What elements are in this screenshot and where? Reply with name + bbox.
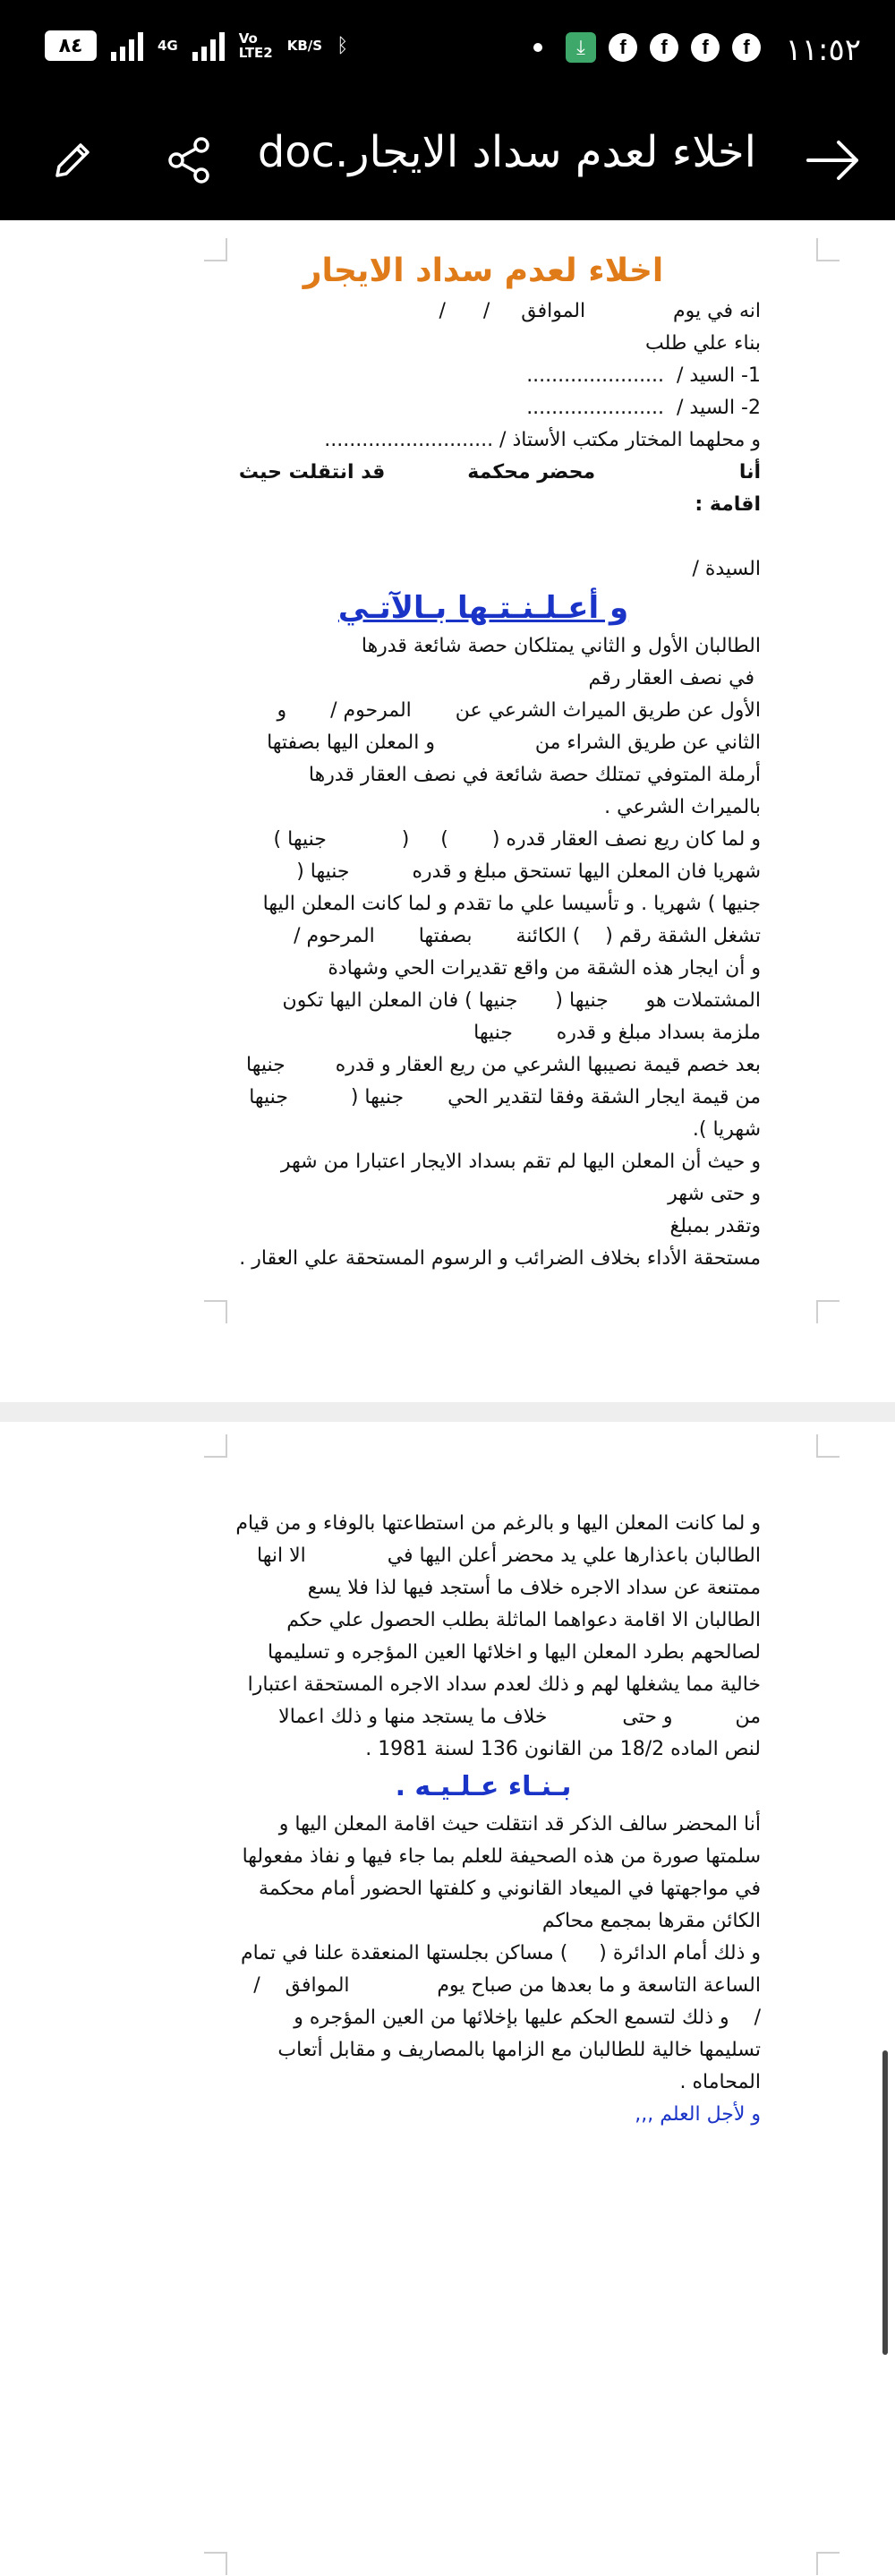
- battery-level: ٨٤: [58, 34, 83, 57]
- doc-line: أنا محضر محكمة قد انتقلت حيث: [238, 461, 761, 484]
- edit-button[interactable]: [41, 129, 104, 192]
- doc-line: في نصف العقار رقم: [588, 667, 761, 689]
- signal-strength-2-icon: [192, 30, 225, 61]
- doc-line: بناء علي طلب: [645, 332, 761, 355]
- status-bar: [0, 0, 895, 100]
- doc-line: من و حتى خلاف ما يستجد منها و ذلك اعمالا: [278, 1706, 761, 1728]
- doc-line: اقامة :: [695, 493, 761, 516]
- page2-content: [206, 1508, 761, 2131]
- doc-line: مستحقة الأداء بخلاف الضرائب و الرسوم المستحقة علي العقار .: [239, 1247, 761, 1270]
- more-notifications-dot-icon: [533, 43, 542, 52]
- doc-line: الطالبان الأول و الثاني يمتلكان حصة شائعة قدرها: [361, 635, 761, 657]
- share-button[interactable]: [158, 129, 220, 192]
- doc-line: لنص الماده 18/2 من القانون 136 لسنة 1981 .: [365, 1738, 761, 1760]
- doc-line: الكائن مقرها بمجمع محاكم: [541, 1910, 761, 1932]
- doc-line: أرملة المتوفي تمتلك حصة شائعة في نصف العقار قدرها: [308, 764, 761, 786]
- facebook-icon: f: [691, 33, 720, 62]
- edit-pencil-icon: [50, 138, 95, 183]
- doc-line: سلمتها صورة من هذه الصحيفة للعلم بما جاء فيها و نفاذ مفعولها: [242, 1845, 761, 1868]
- document-page-2: [0, 1422, 895, 2576]
- doc-line: الثاني عن طريق الشراء من و المعلن اليها بصفتها: [267, 732, 761, 754]
- doc-line: شهريا فان المعلن اليها تستحق مبلغ و قدره جنيها (: [296, 860, 761, 883]
- doc-line: و حيث أن المعلن اليها لم تقم بسداد الايجار اعتبارا من شهر: [280, 1151, 761, 1173]
- doc-line: المحاماه .: [679, 2071, 761, 2093]
- facebook-icon: f: [732, 33, 761, 62]
- volte-label: Vo LTE2: [238, 30, 273, 61]
- doc-line: و محلهما المختار مكتب الأستاذ / ...........................: [324, 429, 761, 451]
- closing-line: و لأجل العلم ,,,: [635, 2103, 761, 2126]
- facebook-icon: f: [650, 33, 678, 62]
- notification-icons: [533, 32, 761, 63]
- doc-line: من قيمة ايجار الشقة وفقا لتقدير الحي جنيها ( جنيها: [249, 1086, 761, 1108]
- app-bar: [0, 100, 895, 220]
- doc-line: تشغل الشقة رقم ( ) الكائنة بصفتها المرحوم /: [294, 925, 761, 947]
- doc-line: و أن ايجار هذه الشقة من واقع تقديرات الحي وشهادة: [328, 957, 761, 980]
- status-left-group: [45, 30, 348, 61]
- doc-line: السيدة /: [692, 558, 761, 580]
- doc-line: تسليمها خالية للطالبان مع الزامها بالمصاريف و مقابل أتعاب: [277, 2039, 761, 2061]
- doc-line: الأول عن طريق الميراث الشرعي عن المرحوم / و: [277, 699, 761, 722]
- doc-line: بالميراث الشرعي .: [604, 796, 761, 818]
- signal-strength-icon: [111, 30, 143, 61]
- back-button[interactable]: [802, 129, 865, 192]
- doc-line: و لما كان ريع نصف العقار قدره ( ) ( جنيها ): [273, 828, 761, 851]
- doc-line: و ذلك أمام الدائرة ( ) مساكن بجلستها المنعقدة علنا في تمام: [240, 1942, 761, 1964]
- doc-line: بعد خصم قيمة نصيبها الشرعي من ريع العقار و قدره جنيها: [246, 1054, 761, 1076]
- doc-line: [206, 521, 761, 553]
- doc-line: / و ذلك لتسمع الحكم عليها بإخلائها من العين المؤجره و: [294, 2007, 761, 2029]
- doc-line: الطالبان الا اقامة دعواهما الماثلة بطلب الحصول علي حكم: [286, 1609, 761, 1631]
- doc-line: المشتملات هو جنيها ( جنيها ) فان المعلن اليها تكون: [282, 989, 761, 1012]
- doc-line: ممتنعة عن سداد الاجره خلاف ما أستجد فيها لذا فلا يسع: [307, 1577, 761, 1599]
- download-icon: ⤓: [566, 32, 596, 63]
- section-heading-based-on: بـنـاء عـلـيـه .: [395, 1771, 572, 1802]
- speed-unit-label: KB/S: [286, 38, 323, 54]
- doc-line: ملزمة بسداد مبلغ و قدره جنيها: [473, 1022, 761, 1044]
- share-icon: [164, 135, 214, 185]
- document-title: اخلاء لعدم سداد الايجار.doc: [257, 127, 756, 177]
- doc-line: في مواجهتها في الميعاد القانوني و كلفتها الحضور أمام محكمة: [259, 1878, 761, 1900]
- doc-line: أنا المحضر سالف الذكر قد انتقلت حيث اقامة المعلن اليها و: [278, 1813, 761, 1836]
- page-separator: [0, 1402, 895, 1422]
- doc-line: شهريا ).: [692, 1118, 761, 1141]
- back-arrow-icon: [805, 138, 862, 183]
- bluetooth-icon: ᛒ: [337, 34, 349, 57]
- doc-line: لصالحهم بطرد المعلن اليها و اخلائها العين المؤجره و تسليمها: [268, 1641, 761, 1664]
- doc-line: 2- السيد / ......................: [526, 397, 761, 419]
- section-heading-announcement: و أعـلـنـتـها بـالآتـي: [337, 590, 629, 626]
- doc-line: الطالبان باعذارها علي يد محضر أعلن اليها في الا انها: [257, 1545, 761, 1567]
- doc-line: جنيها ) شهريا . و تأسيسا علي ما تقدم و لما كانت المعلن اليها: [262, 893, 761, 915]
- battery-icon: [45, 30, 97, 61]
- doc-line: خالية مما يشغلها لهم و ذلك لعدم سداد الاجره المستحقة اعتبارا: [247, 1673, 761, 1696]
- document-page-1: [0, 220, 895, 1402]
- doc-line: انه في يوم الموافق / /: [439, 300, 761, 322]
- page1-content: [206, 247, 761, 1275]
- facebook-icon: f: [609, 33, 637, 62]
- doc-line: و لما كانت المعلن اليها و بالرغم من استطاعتها بالوفاء و من قيام: [235, 1512, 761, 1535]
- doc-line: وتقدر بمبلغ: [669, 1215, 761, 1237]
- network-type-label: 4G: [158, 38, 178, 54]
- document-heading: اخلاء لعدم سداد الايجار: [303, 252, 664, 289]
- status-time: ١١:٥٢: [785, 32, 861, 68]
- scrollbar[interactable]: [882, 2050, 888, 2355]
- doc-line: 1- السيد / ......................: [526, 364, 761, 387]
- doc-line: الساعة التاسعة و ما بعدها من صباح يوم الموافق /: [253, 1974, 761, 1997]
- doc-line: و حتى شهر: [668, 1183, 761, 1205]
